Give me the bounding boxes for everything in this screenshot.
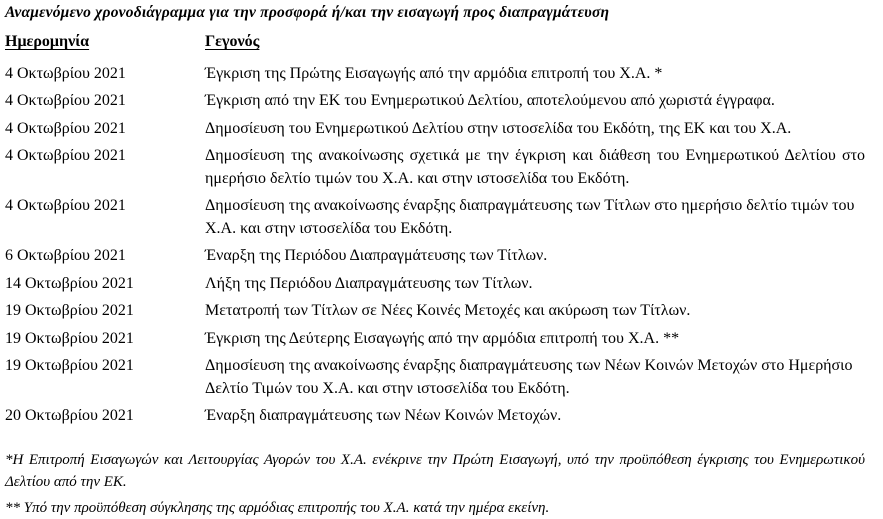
event-cell: Δημοσίευση της ανακοίνωσης σχετικά με την έγκριση και διάθεση του Ενημερωτικού Δελτίου στο ημερήσιο δελτίο τιμών του Χ.Α. και στην ιστοσελίδα του Εκδότη. xyxy=(205,145,865,190)
footnotes-section xyxy=(5,449,865,519)
table-row xyxy=(5,90,865,113)
event-column-header: Γεγονός xyxy=(205,31,865,54)
date-cell: 4 Οκτωβρίου 2021 xyxy=(5,145,205,168)
event-cell: Έγκριση της Πρώτης Εισαγωγής από την αρμόδια επιτροπή του Χ.Α. * xyxy=(205,63,865,86)
table-header-row xyxy=(5,31,865,54)
table-row xyxy=(5,245,865,268)
event-cell: Λήξη της Περιόδου Διαπραγμάτευσης των Τίτλων. xyxy=(205,273,865,296)
date-cell: 19 Οκτωβρίου 2021 xyxy=(5,300,205,323)
date-cell: 20 Οκτωβρίου 2021 xyxy=(5,405,205,428)
table-row xyxy=(5,63,865,86)
footnote-first-admission: *Η Επιτροπή Εισαγωγών και Λειτουργίας Αγορών του Χ.Α. ενέκρινε την Πρώτη Εισαγωγή, υπό την προϋπόθεση έγκρισης του Ενημερωτικού Δελτίου από την ΕΚ. xyxy=(5,449,865,494)
table-row xyxy=(5,405,865,428)
date-cell: 4 Οκτωβρίου 2021 xyxy=(5,195,205,218)
event-cell: Έγκριση από την ΕΚ του Ενημερωτικού Δελτίου, αποτελούμενου από χωριστά έγγραφα. xyxy=(205,90,865,113)
date-cell: 19 Οκτωβρίου 2021 xyxy=(5,328,205,351)
event-cell: Δημοσίευση της ανακοίνωσης έναρξης διαπραγμάτευσης των Τίτλων στο ημερήσιο δελτίο τιμών του Χ.Α. και στην ιστοσελίδα του Εκδότη. xyxy=(205,195,865,240)
event-cell: Έναρξη της Περιόδου Διαπραγμάτευσης των Τίτλων. xyxy=(205,245,865,268)
table-row xyxy=(5,118,865,141)
event-cell: Μετατροπή των Τίτλων σε Νέες Κοινές Μετοχές και ακύρωση των Τίτλων. xyxy=(205,300,865,323)
table-row xyxy=(5,145,865,190)
table-row xyxy=(5,328,865,351)
date-cell: 14 Οκτωβρίου 2021 xyxy=(5,273,205,296)
table-row xyxy=(5,300,865,323)
table-row xyxy=(5,195,865,240)
date-cell: 4 Οκτωβρίου 2021 xyxy=(5,90,205,113)
date-cell: 4 Οκτωβρίου 2021 xyxy=(5,63,205,86)
footnote-committee-convening: ** Υπό την προϋπόθεση σύγκλησης της αρμόδιας επιτροπής του Χ.Α. κατά την ημέρα εκείνη. xyxy=(5,497,865,519)
date-cell: 19 Οκτωβρίου 2021 xyxy=(5,355,205,378)
event-cell: Έναρξη διαπραγμάτευσης των Νέων Κοινών Μετοχών. xyxy=(205,405,865,428)
table-row xyxy=(5,273,865,296)
page-title: Αναμενόμενο χρονοδιάγραμμα για την προσφορά ή/και την εισαγωγή προς διαπραγμάτευση xyxy=(5,3,865,23)
date-cell: 6 Οκτωβρίου 2021 xyxy=(5,245,205,268)
event-cell: Έγκριση της Δεύτερης Εισαγωγής από την αρμόδια επιτροπή του Χ.Α. ** xyxy=(205,328,865,351)
event-cell: Δημοσίευση της ανακοίνωσης έναρξης διαπραγμάτευσης των Νέων Κοινών Μετοχών στο Ημερήσιο Δελτίο Τιμών του Χ.Α. και στην ιστοσελίδα του Εκδότη. xyxy=(205,355,865,400)
timeline-table xyxy=(5,31,865,428)
event-cell: Δημοσίευση του Ενημερωτικού Δελτίου στην ιστοσελίδα του Εκδότη, της ΕΚ και του Χ.Α. xyxy=(205,118,865,141)
table-row xyxy=(5,355,865,400)
date-cell: 4 Οκτωβρίου 2021 xyxy=(5,118,205,141)
date-column-header: Ημερομηνία xyxy=(5,31,205,54)
